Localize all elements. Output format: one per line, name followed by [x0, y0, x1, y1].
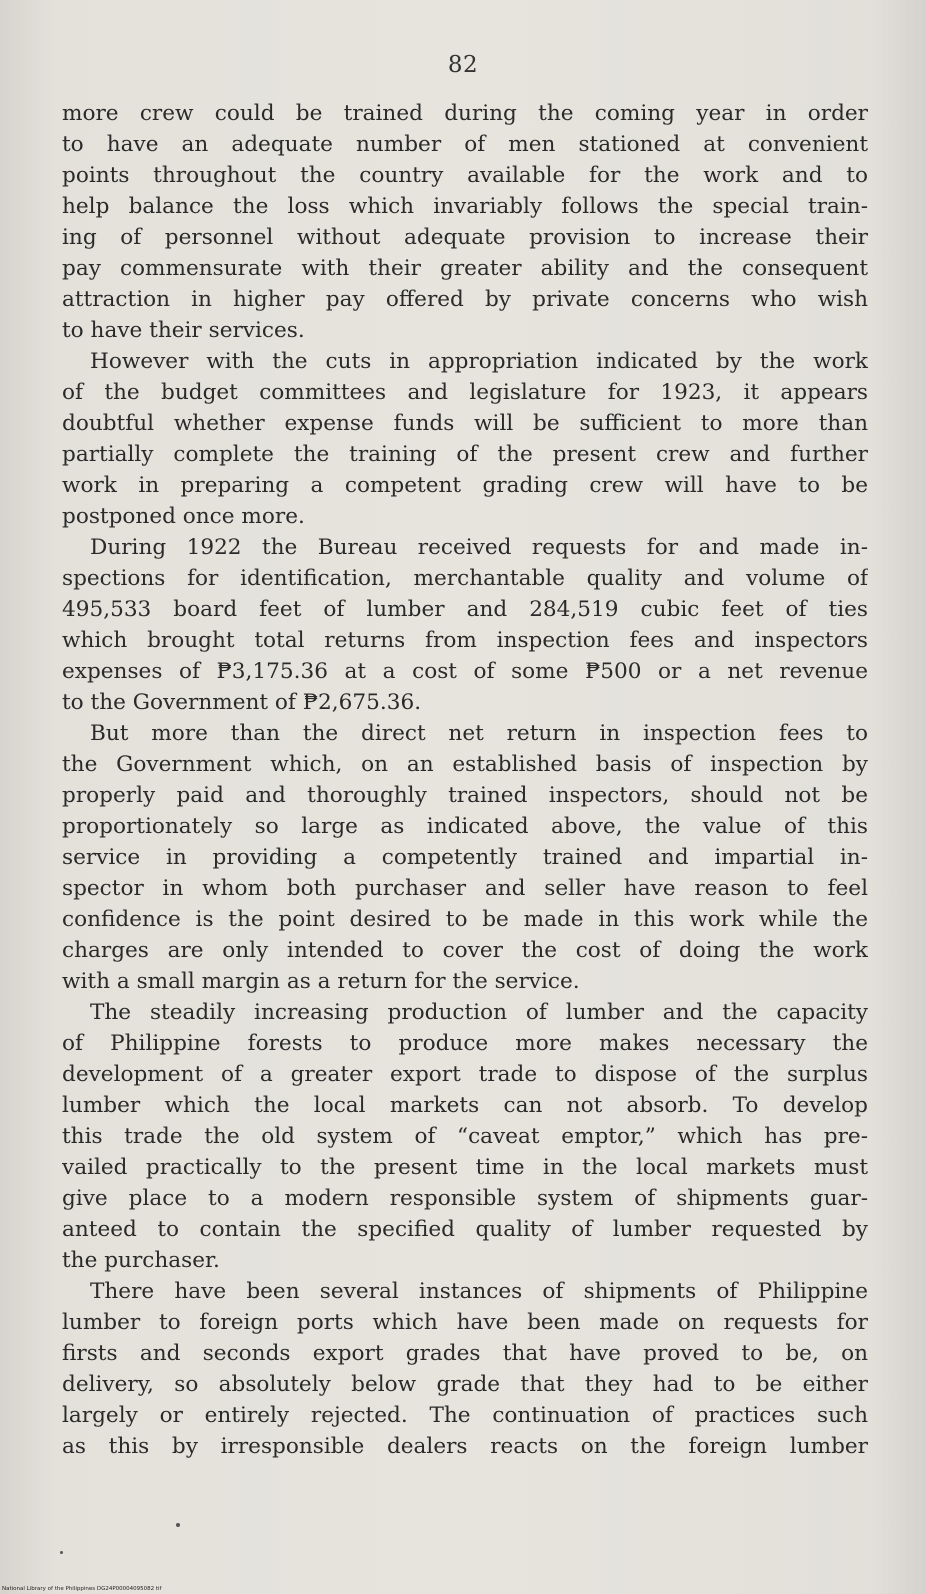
page-number: 82 [447, 52, 479, 78]
text-line: There have been several instances of shipments of Philippine [90, 1279, 868, 1304]
text-line: the purchaser. [62, 1248, 220, 1273]
text-line: proportionately so large as indicated above, the value of this [62, 814, 868, 839]
paragraph [62, 718, 868, 997]
text-line: spector in whom both purchaser and seller have reason to feel [62, 876, 868, 901]
text-line: to have their services. [62, 318, 305, 343]
text-line: of Philippine forests to produce more makes necessary the [62, 1031, 868, 1056]
paragraph [62, 346, 868, 532]
paragraph [62, 1276, 868, 1462]
paragraph [62, 98, 868, 346]
text-line: give place to a modern responsible system of shipments guar- [62, 1186, 868, 1211]
text-line: confidence is the point desired to be made in this work while the [62, 907, 868, 932]
text-line: lumber to foreign ports which have been made on requests for [62, 1310, 868, 1335]
text-line: anteed to contain the specified quality of lumber requested by [62, 1217, 868, 1242]
text-line: doubtful whether expense funds will be sufficient to more than [62, 411, 868, 436]
text-line: The steadily increasing production of lumber and the capacity [90, 1000, 868, 1025]
text-line: postponed once more. [62, 504, 305, 529]
ink-speck [176, 1523, 180, 1527]
text-line: points throughout the country available for the work and to [62, 163, 868, 188]
text-line: properly paid and thoroughly trained inspectors, should not be [62, 783, 868, 808]
text-line: expenses of ₱3,175.36 at a cost of some ₱500 or a net revenue [62, 659, 868, 684]
text-line: largely or entirely rejected. The continuation of practices such [62, 1403, 868, 1428]
text-line: the Government which, on an established basis of inspection by [62, 752, 868, 777]
text-line: development of a greater export trade to dispose of the surplus [62, 1062, 868, 1087]
text-line: this trade the old system of “caveat emptor,” which has pre- [62, 1124, 868, 1149]
text-line: delivery, so absolutely below grade that they had to be either [62, 1372, 868, 1397]
text-line: as this by irresponsible dealers reacts on the foreign lumber [62, 1434, 868, 1459]
paragraph [62, 997, 868, 1276]
text-line: service in providing a competently trained and impartial in- [62, 845, 868, 870]
paragraph [62, 532, 868, 718]
text-line: During 1922 the Bureau received requests for and made in- [90, 535, 868, 560]
text-line: charges are only intended to cover the cost of doing the work [62, 938, 868, 963]
text-line: to the Government of ₱2,675.36. [62, 690, 422, 715]
text-line: help balance the loss which invariably follows the special train- [62, 194, 868, 219]
text-line: work in preparing a competent grading crew will have to be [62, 473, 868, 498]
text-line: But more than the direct net return in inspection fees to [90, 721, 868, 746]
text-line: of the budget committees and legislature for 1923, it appears [62, 380, 868, 405]
text-line: attraction in higher pay offered by private concerns who wish [62, 287, 868, 312]
body-text [62, 98, 868, 1462]
footer-note: National Library of the Philippines DG24P00004095082 tif [2, 1586, 162, 1592]
text-line: 495,533 board feet of lumber and 284,519 cubic feet of ties [62, 597, 868, 622]
text-line: However with the cuts in appropriation indicated by the work [90, 349, 868, 374]
text-line: vailed practically to the present time in the local markets must [62, 1155, 868, 1180]
text-line: ing of personnel without adequate provision to increase their [62, 225, 868, 250]
text-line: spections for identification, merchantable quality and volume of [62, 566, 868, 591]
text-line: with a small margin as a return for the service. [62, 969, 580, 994]
text-line: lumber which the local markets can not absorb. To develop [62, 1093, 868, 1118]
text-line: pay commensurate with their greater ability and the consequent [62, 256, 868, 281]
ink-speck [60, 1551, 63, 1554]
text-line: firsts and seconds export grades that have proved to be, on [62, 1341, 868, 1366]
text-line: which brought total returns from inspection fees and inspectors [62, 628, 868, 653]
text-line: to have an adequate number of men stationed at convenient [62, 132, 868, 157]
text-line: more crew could be trained during the coming year in order [62, 101, 868, 126]
text-line: partially complete the training of the present crew and further [62, 442, 868, 467]
